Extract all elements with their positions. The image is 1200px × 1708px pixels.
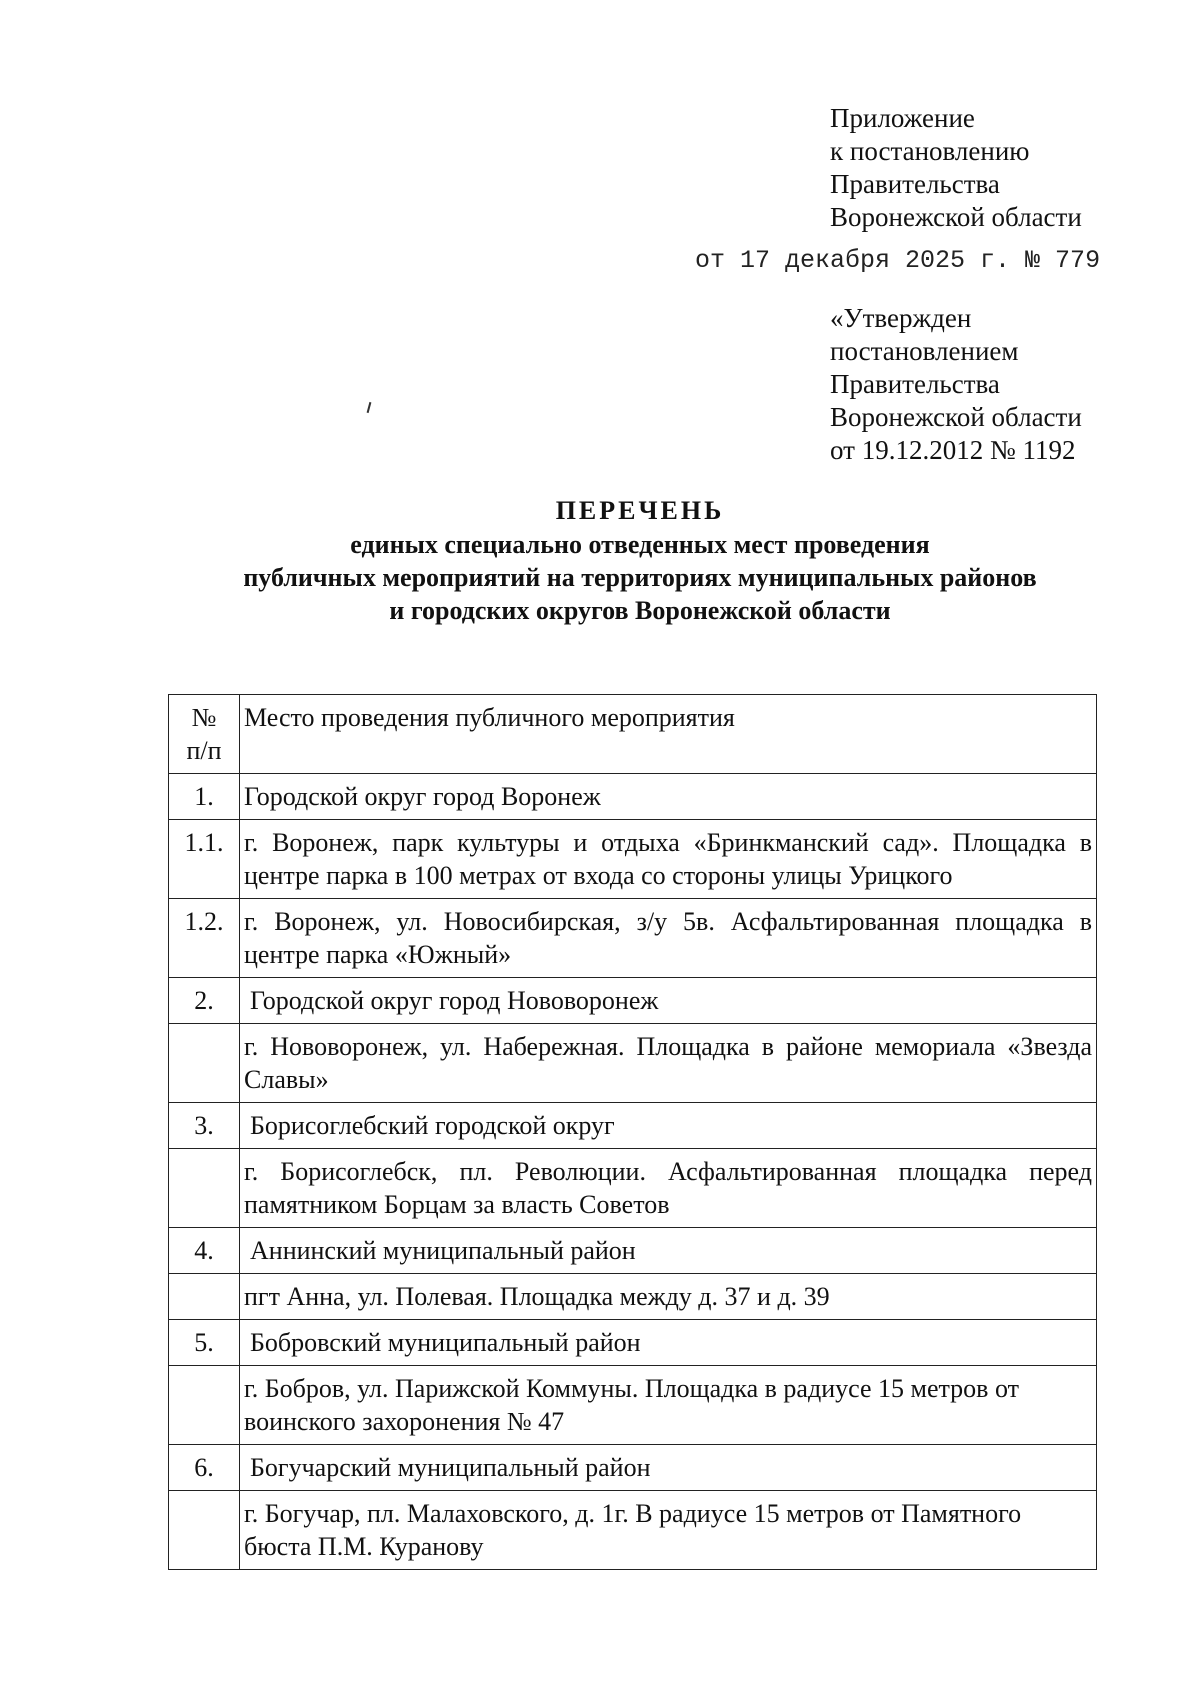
header-num-line: п/п xyxy=(186,736,222,765)
row-place xyxy=(240,1320,1097,1366)
table-header-row xyxy=(169,695,1097,774)
attachment-line: Правительства xyxy=(830,169,1000,199)
row-num-text xyxy=(169,1024,239,1036)
approved-block xyxy=(830,302,1082,467)
row-num xyxy=(169,1274,240,1320)
table-row xyxy=(169,1445,1097,1491)
row-num-text: 1. xyxy=(194,782,214,811)
row-place-text: пгт Анна, ул. Полевая. Площадка между д. 37 и д. 39 xyxy=(244,1282,830,1311)
table-row xyxy=(169,978,1097,1024)
row-num xyxy=(169,1491,240,1570)
row-num-text: 1.1. xyxy=(184,828,224,857)
table-row xyxy=(169,1491,1097,1570)
row-num-text: 1.2. xyxy=(184,907,224,936)
row-num-text xyxy=(169,1491,239,1503)
row-num-text xyxy=(169,1274,239,1286)
table-row xyxy=(169,899,1097,978)
row-num xyxy=(169,1228,240,1274)
table-row xyxy=(169,820,1097,899)
row-place-text: г. Нововоронеж, ул. Набережная. Площадка в районе мемориала «Звезда Славы» xyxy=(244,1032,1092,1094)
row-place xyxy=(240,1491,1097,1570)
row-place-text: г. Богучар, пл. Малаховского, д. 1г. В радиусе 15 метров от Памятного бюста П.М. Куранову xyxy=(244,1499,1022,1561)
document-heading xyxy=(150,494,1130,627)
row-place xyxy=(240,978,1097,1024)
row-num xyxy=(169,774,240,820)
row-place-text: Аннинский муниципальный район xyxy=(250,1236,636,1265)
scan-mark xyxy=(367,402,372,413)
approved-line: Правительства xyxy=(830,369,1000,399)
row-num xyxy=(169,1149,240,1228)
table-row xyxy=(169,1320,1097,1366)
row-place xyxy=(240,899,1097,978)
table-row xyxy=(169,774,1097,820)
row-place xyxy=(240,1366,1097,1445)
row-num xyxy=(169,978,240,1024)
header-place-text: Место проведения публичного мероприятия xyxy=(244,703,735,732)
table-row xyxy=(169,1103,1097,1149)
row-num xyxy=(169,1320,240,1366)
approved-line: от 19.12.2012 № 1192 xyxy=(830,435,1076,465)
row-place-text: Бобровский муниципальный район xyxy=(250,1328,641,1357)
row-place-text: Богучарский муниципальный район xyxy=(250,1453,651,1482)
row-num-text: 6. xyxy=(194,1453,214,1482)
row-num xyxy=(169,1103,240,1149)
row-place xyxy=(240,1445,1097,1491)
row-place xyxy=(240,1274,1097,1320)
places-table xyxy=(168,694,1097,1570)
row-place xyxy=(240,1103,1097,1149)
row-num-text: 3. xyxy=(194,1111,214,1140)
row-place-text: Городской округ город Нововоронеж xyxy=(250,986,659,1015)
row-num xyxy=(169,1366,240,1445)
row-place-text: Борисоглебский городской округ xyxy=(250,1111,615,1140)
row-num-text xyxy=(169,1149,239,1161)
header-num-line: № xyxy=(191,703,217,732)
approved-line: «Утвержден xyxy=(830,303,972,333)
attachment-line: Воронежской области xyxy=(830,202,1082,232)
attachment-line: к постановлению xyxy=(830,136,1030,166)
row-num-text: 5. xyxy=(194,1328,214,1357)
stamp-date: от 17 декабря 2025 г. № 779 xyxy=(695,246,1101,275)
row-place-text: г. Воронеж, ул. Новосибирская, з/у 5в. Асфальтированная площадка в центре парка «Южный» xyxy=(244,907,1092,969)
row-place xyxy=(240,1024,1097,1103)
header-place-cell xyxy=(240,695,1097,774)
row-place-text: г. Воронеж, парк культуры и отдыха «Бринкманский сад». Площадка в центре парка в 100 метрах от входа со стороны улицы Урицкого xyxy=(244,828,1092,890)
table-row xyxy=(169,1149,1097,1228)
header-num-cell xyxy=(169,695,240,774)
document-title: ПЕРЕЧЕНЬ xyxy=(555,496,725,525)
row-num xyxy=(169,1445,240,1491)
row-num-text: 4. xyxy=(194,1236,214,1265)
table-row xyxy=(169,1366,1097,1445)
attachment-block xyxy=(830,102,1082,234)
approved-line: постановлением xyxy=(830,336,1019,366)
row-place-text: г. Борисоглебск, пл. Революции. Асфальтированная площадка перед памятником Борцам за власть Советов xyxy=(244,1157,1092,1219)
row-place xyxy=(240,774,1097,820)
approved-line: Воронежской области xyxy=(830,402,1082,432)
row-place-text: г. Бобров, ул. Парижской Коммуны. Площадка в радиусе 15 метров от воинского захоронения № 47 xyxy=(244,1374,1019,1436)
table-row xyxy=(169,1024,1097,1103)
heading-line: единых специально отведенных мест проведения xyxy=(350,530,930,559)
table-row xyxy=(169,1274,1097,1320)
row-num-text: 2. xyxy=(194,986,214,1015)
row-place xyxy=(240,820,1097,899)
row-num xyxy=(169,1024,240,1103)
heading-line: и городских округов Воронежской области xyxy=(389,596,891,625)
row-place-text: Городской округ город Воронеж xyxy=(244,782,601,811)
row-num-text xyxy=(169,1366,239,1378)
row-num xyxy=(169,820,240,899)
table-row xyxy=(169,1228,1097,1274)
row-num xyxy=(169,899,240,978)
row-place xyxy=(240,1228,1097,1274)
heading-line: публичных мероприятий на территориях муниципальных районов xyxy=(243,563,1037,592)
attachment-line: Приложение xyxy=(830,103,975,133)
row-place xyxy=(240,1149,1097,1228)
